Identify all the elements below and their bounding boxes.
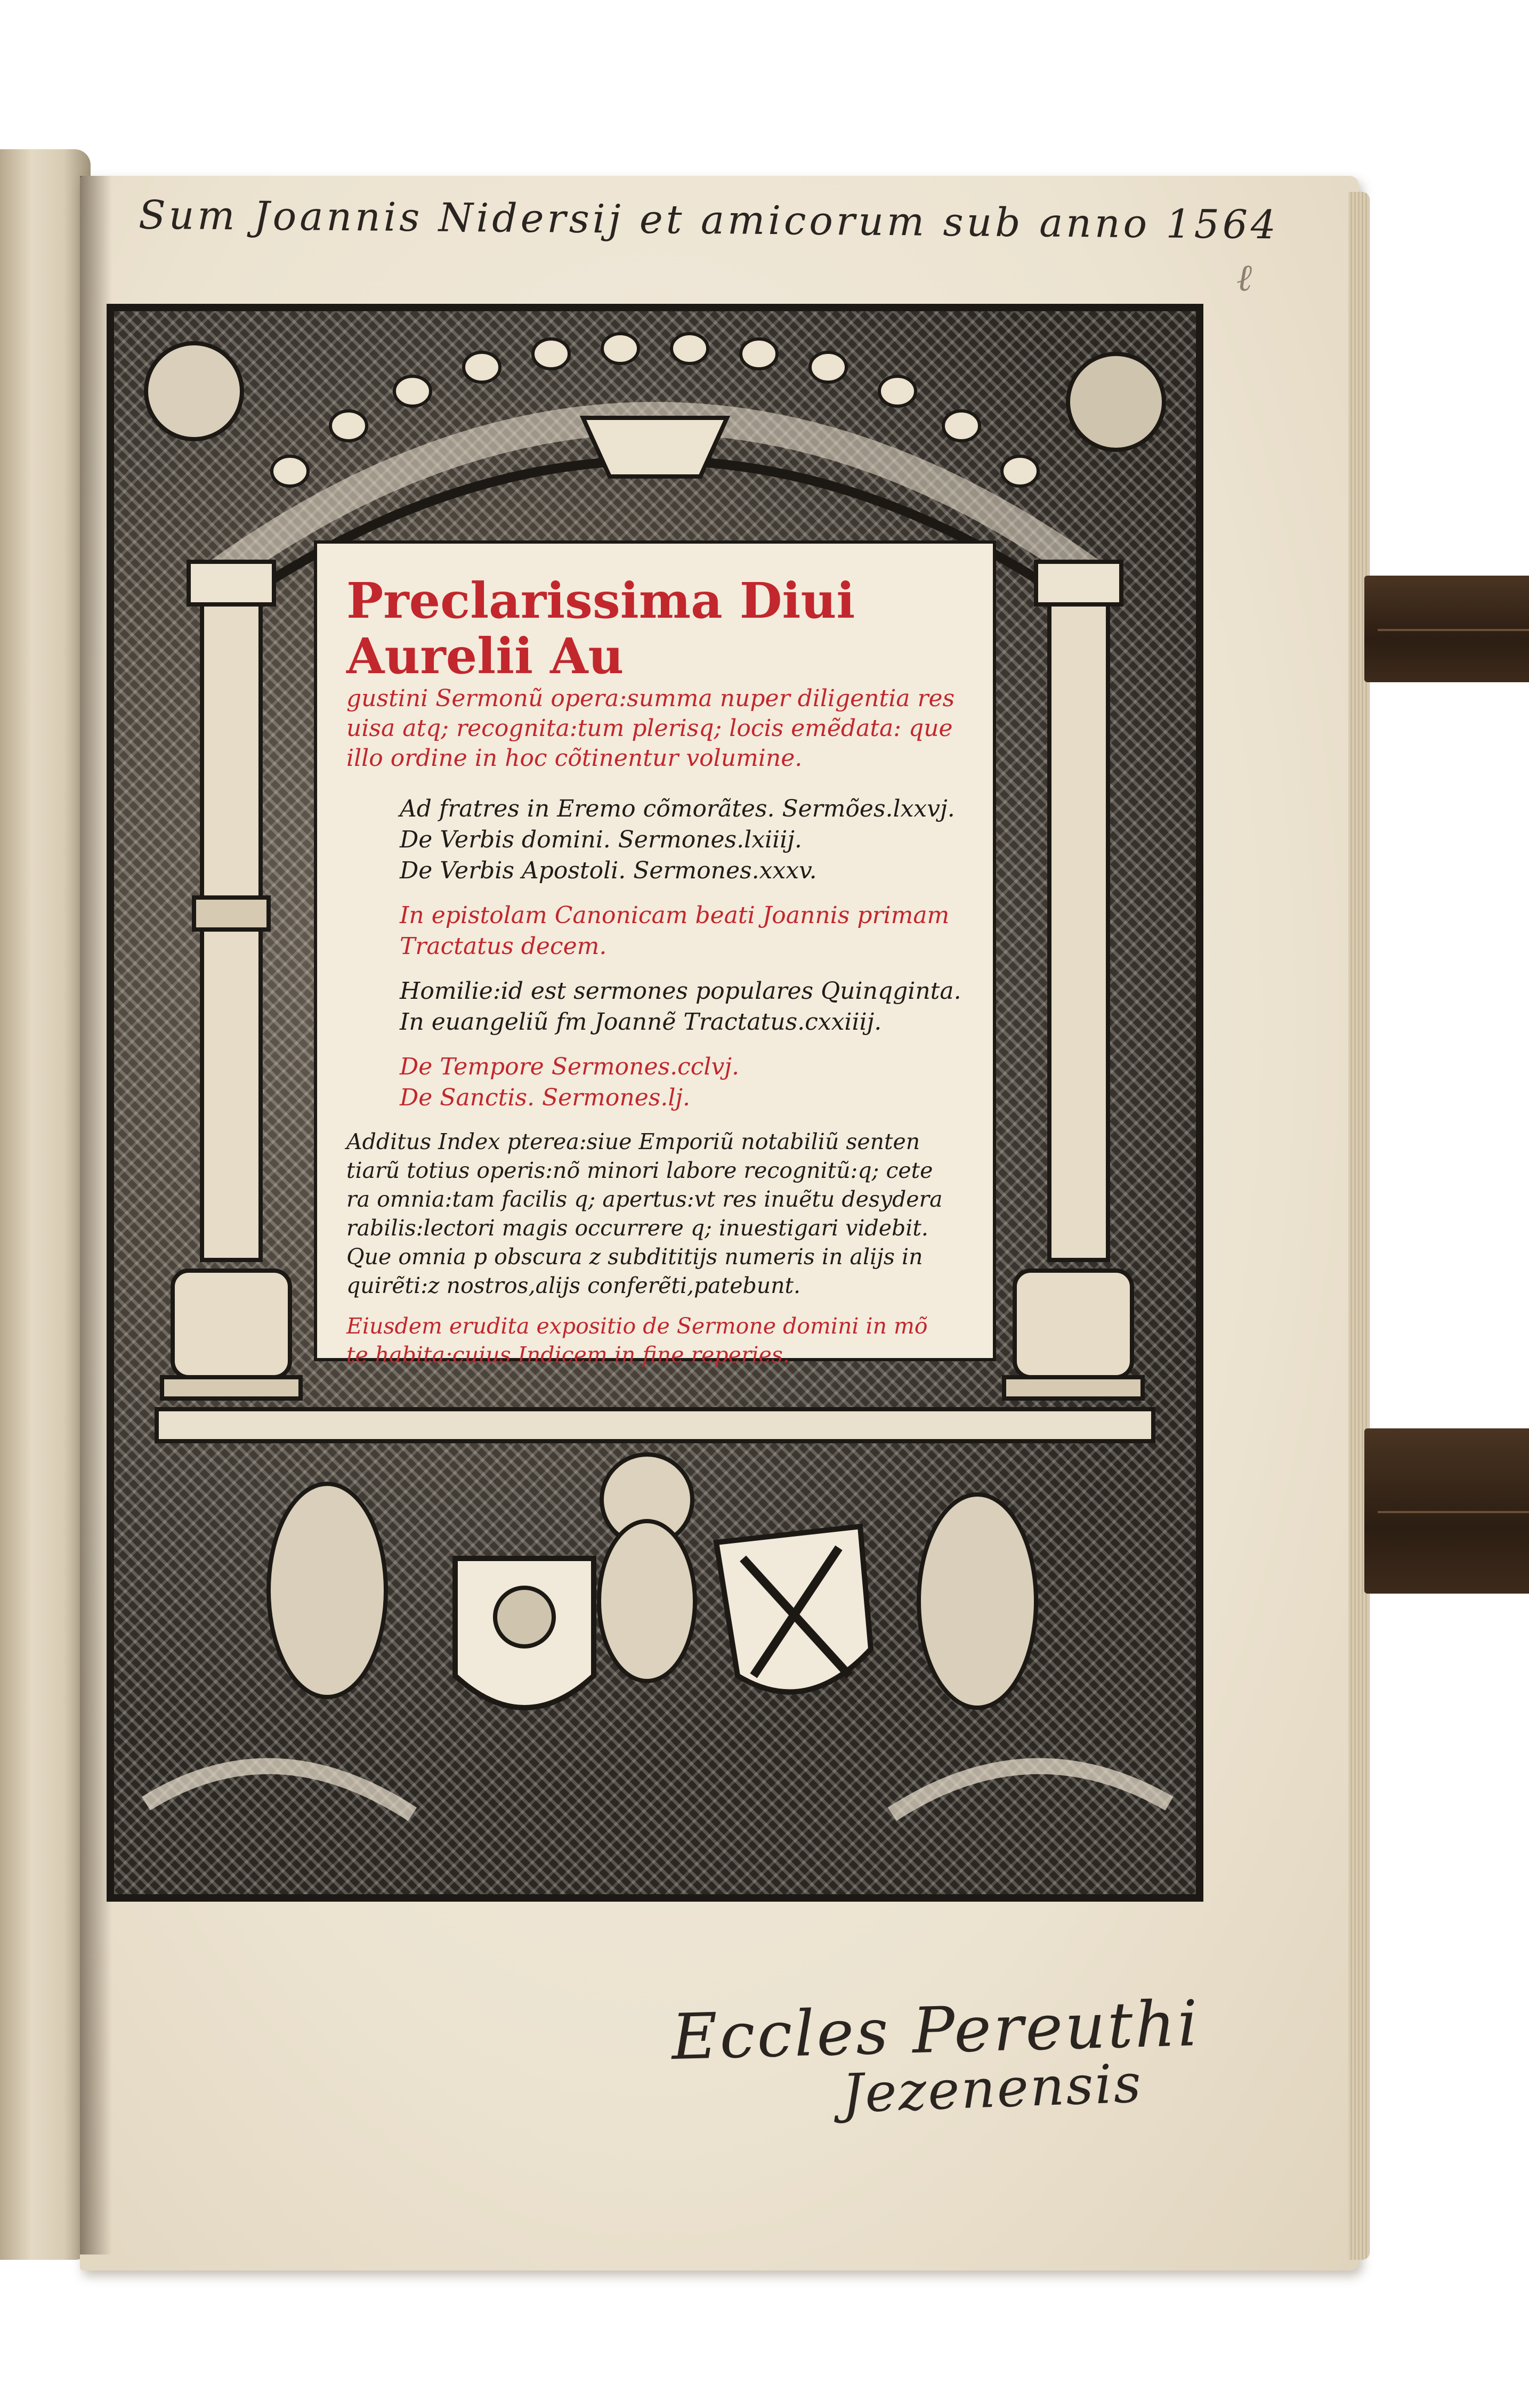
paragraph-line: Que omnia p obscura z subdititijs numeris in alijs in [346, 1244, 923, 1270]
paragraph-line: tiarũ totius operis:nõ minori labore recognitũ:q; cete [346, 1158, 933, 1183]
contents-entry: In epistolam Canonicam beati Joannis primam [400, 902, 950, 929]
ink-mark: ℓ [1236, 256, 1252, 300]
contents-entry: De Sanctis. Sermones.lj. [400, 1084, 691, 1111]
contents-group-red [400, 1052, 964, 1113]
contents-group-red [400, 900, 964, 962]
woodcut-border [107, 304, 1203, 1902]
paragraph-line: Additus Index pterea:siue Emporiũ notabiliũ senten [346, 1129, 920, 1154]
contents-entry: De Verbis Apostoli. Sermones.xxxv. [400, 857, 817, 884]
paragraph-line: Eiusdem erudita expositio de Sermone domini in mõ [346, 1313, 928, 1339]
title-heading: Preclarissima Diui Aurelii Au [346, 572, 855, 685]
page-fore-edge [1348, 192, 1370, 2260]
contents-group [400, 976, 964, 1038]
handwritten-signature-line-1: Eccles Pereuthi [670, 1986, 1201, 2074]
contents-entry: Ad fratres in Eremo cõmorãtes. Sermões.lxxvj. [400, 795, 955, 822]
paragraph-line: rabilis:lectori magis occurrere q; inuestigari videbit. [346, 1215, 928, 1241]
contents-entry: In euangeliũ fm Joannẽ Tractatus.cxxiiij. [400, 1008, 882, 1036]
title-continuation [346, 684, 964, 773]
upper-clasp-strap [1364, 576, 1529, 682]
owner-inscription: Sum Joannis Nidersij et amicorum sub anno 1564 [138, 192, 1280, 248]
paragraph-line: te habita:cuius Indicem in fine reperies. [346, 1342, 790, 1368]
contents-entry: Tractatus decem. [400, 933, 607, 960]
contents-entry: De Verbis domini. Sermones.lxiiij. [400, 826, 802, 853]
paragraph-line: ra omnia:tam facilis q; apertus:vt res inuẽtu desydera [346, 1186, 943, 1212]
contents-group [400, 794, 964, 886]
index-paragraph [346, 1127, 964, 1300]
adjacent-page-edge [0, 149, 91, 2260]
paragraph-line: quirẽti:z nostros,alijs conferẽti,patebunt. [346, 1273, 801, 1298]
exposition-paragraph [346, 1312, 964, 1369]
contents-entry: De Tempore Sermones.cclvj. [400, 1053, 739, 1080]
title-line: gustini Sermonũ opera:summa nuper diligentia res [346, 685, 955, 712]
lower-clasp-strap [1364, 1428, 1529, 1594]
contents-entry: Homilie:id est sermones populares Quinqginta. [400, 977, 961, 1005]
title-line: uisa atq; recognita:tum plerisq; locis emẽdata: que [346, 715, 953, 742]
title-line: illo ordine in hoc cõtinentur volumine. [346, 745, 803, 772]
handwritten-signature-line-2: Jezenensis [841, 2052, 1144, 2125]
title-text-panel [314, 540, 996, 1368]
